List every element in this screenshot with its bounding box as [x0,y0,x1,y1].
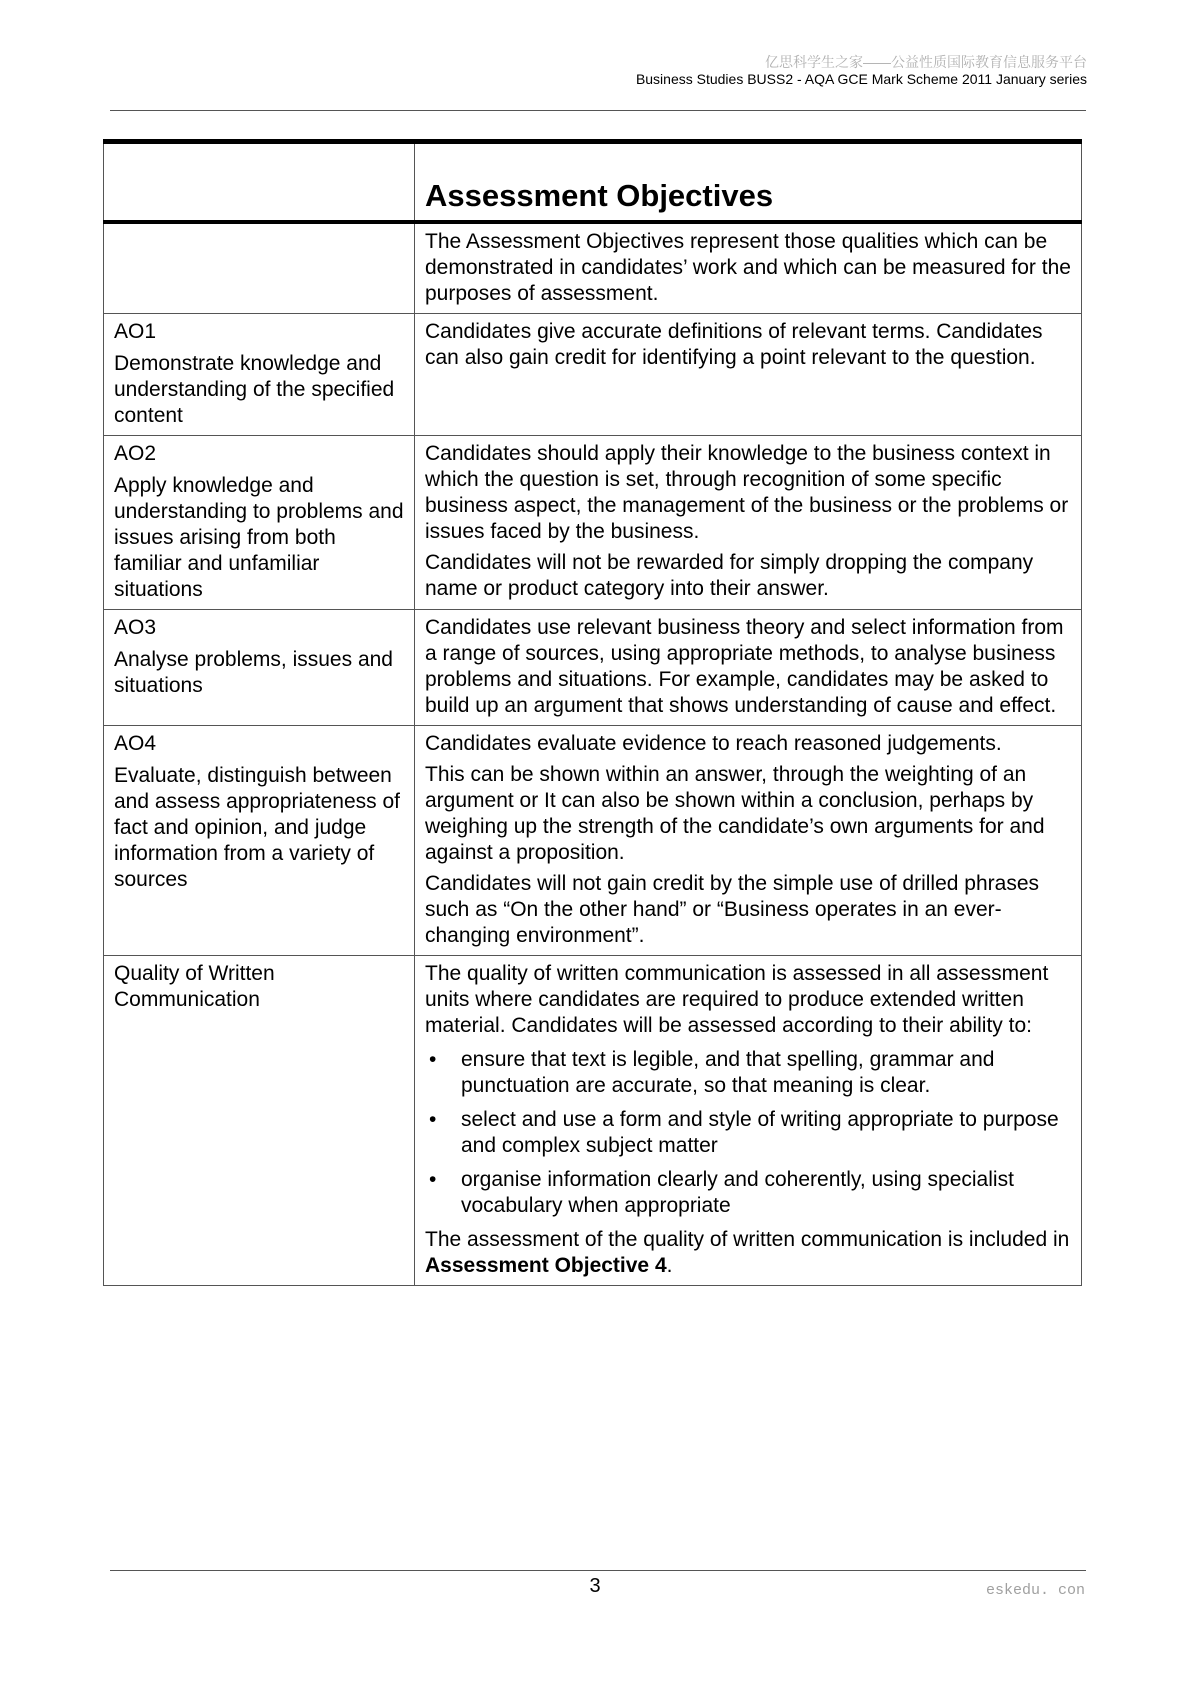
list-item [425,1167,1071,1219]
list-item-text: select and use a form and style of writing appropriate to purpose and complex subject matter [461,1108,1059,1157]
table-row [104,610,1082,726]
table-row [104,956,1082,1286]
description-cell [415,726,1082,956]
list-item [425,1047,1071,1099]
header-empty-cell [104,142,415,223]
table-heading: Assessment Objectives [425,178,774,213]
objective-code: AO2 [114,442,157,465]
objective-label: Demonstrate knowledge and understanding of the specified content [114,352,395,427]
table-row [104,222,1082,314]
description-text: Candidates will not gain credit by the simple use of drilled phrases such as “On the other hand” or “Business operates in an ever-changing environment”. [425,872,1039,947]
description-cell [415,436,1082,610]
description-text: Candidates give accurate definitions of relevant terms. Candidates can also gain credit for identifying a point relevant to the question. [425,320,1043,369]
footer-watermark: eskedu. con [985,1582,1085,1599]
header-divider [110,110,1086,111]
description-text: Candidates use relevant business theory and select information from a range of sources, using appropriate methods, to analyse business problems and situations. For example, candidates may be asked to build up an argument that shows understanding of cause and effect. [425,616,1064,717]
page-number: 3 [589,1575,601,1597]
list-item [425,1107,1071,1159]
bullet-icon: • [429,1048,437,1071]
description-text: The quality of written communication is assessed in all assessment units where candidates are required to produce extended written material. Candidates will be assessed according to their ability to: [425,962,1049,1037]
bullet-icon: • [429,1168,437,1191]
table-row [104,726,1082,956]
objective-code: AO1 [114,320,157,343]
document-title: Business Studies BUSS2 - AQA GCE Mark Scheme 2011 January series [635,71,1087,87]
description-text: Candidates should apply their knowledge to the business context in which the question is set, through recognition of some specific business aspect, the management of the business or the problems or issues faced by the business. [425,442,1069,543]
list-item-text: ensure that text is legible, and that spelling, grammar and punctuation are accurate, so that meaning is clear. [461,1048,995,1097]
intro-empty-cell [104,222,415,314]
footer-divider [110,1570,1086,1571]
objective-cell [104,436,415,610]
intro-cell [415,222,1082,314]
description-cell [415,610,1082,726]
objective-code: AO4 [114,732,157,755]
intro-text: The Assessment Objectives represent those qualities which can be demonstrated in candidates’ work and which can be measured for the purposes of assessment. [425,230,1071,305]
objective-label: Analyse problems, issues and situations [114,648,393,697]
closing-prefix: The assessment of the quality of written communication is included in [425,1228,1070,1251]
assessment-objectives-table [103,139,1082,1286]
objective-cell [104,314,415,436]
table-header-row [104,142,1082,223]
objective-label: Quality of Written Communication [114,962,275,1011]
objective-cell [104,956,415,1286]
description-text: This can be shown within an answer, through the weighting of an argument or It can also be shown within a conclusion, perhaps by weighing up the strength of the candidate’s own arguments for and against a proposition. [425,763,1045,864]
objective-cell [104,726,415,956]
bullet-list [425,1047,1071,1219]
page-header [636,54,1087,88]
description-cell [415,314,1082,436]
objective-cell [104,610,415,726]
watermark-text: 亿思科学生之家——公益性质国际教育信息服务平台 [765,54,1087,70]
description-text: Candidates evaluate evidence to reach reasoned judgements. [425,732,1002,755]
closing-suffix: . [666,1254,673,1277]
bullet-icon: • [429,1108,437,1131]
description-text: Candidates will not be rewarded for simply dropping the company name or product category into their answer. [425,551,1034,600]
description-cell [415,956,1082,1286]
closing-bold: Assessment Objective 4 [425,1254,667,1277]
objective-label: Evaluate, distinguish between and assess appropriateness of fact and opinion, and judge information from a variety of sources [114,764,401,891]
list-item-text: organise information clearly and coherently, using specialist vocabulary when appropriate [461,1168,1014,1217]
table-row [104,314,1082,436]
table-row [104,436,1082,610]
objective-label: Apply knowledge and understanding to problems and issues arising from both familiar and unfamiliar situations [114,474,404,601]
closing-text [425,1227,1071,1279]
header-cell [415,142,1082,223]
objective-code: AO3 [114,616,157,639]
